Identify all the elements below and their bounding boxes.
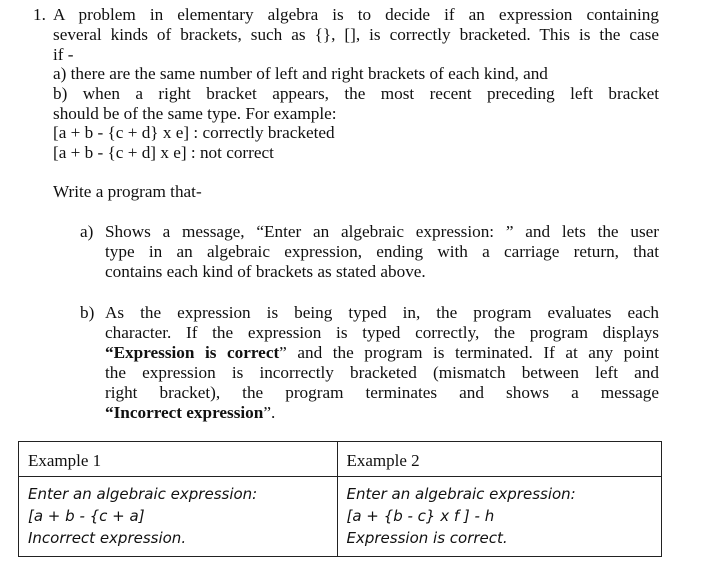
examples-table xyxy=(18,441,662,557)
example-1-output xyxy=(19,477,338,557)
rule-b-line-1: b) when a right bracket appears, the most recent preceding left bracket xyxy=(53,84,659,103)
incorrect-expression-bold: “Incorrect expression xyxy=(105,403,264,422)
intro-line-3: if - xyxy=(53,45,74,64)
part-b-line-6 xyxy=(105,403,275,423)
example-2-output xyxy=(337,477,662,557)
part-b-line-3-rest: ” and the program is terminated. If at any point xyxy=(279,343,660,362)
expression-correct-bold: “Expression is correct xyxy=(105,343,280,362)
rule-a: a) there are the same number of left and right brackets of each kind, and xyxy=(53,64,548,83)
task-intro: Write a program that- xyxy=(53,182,202,201)
table-row xyxy=(19,477,662,557)
table-header-cell xyxy=(19,442,338,477)
part-a-line-3: contains each kind of brackets as stated above. xyxy=(105,262,426,281)
intro-line-1: A problem in elementary algebra is to decide if an expression containing xyxy=(53,5,659,24)
part-a-line-2: type in an algebraic expression, ending with a carriage return, that xyxy=(105,242,659,261)
part-b-line-2: character. If the expression is typed correctly, the program displays xyxy=(105,323,659,342)
example-1-result: Incorrect expression. xyxy=(28,529,187,547)
part-b-line-4: the expression is incorrectly bracketed (mismatch between left and xyxy=(105,363,659,382)
part-b-line-3 xyxy=(105,343,659,363)
example-2-header: Example 2 xyxy=(346,451,420,470)
table-header-row xyxy=(19,442,662,477)
example-incorrect: [a + b - {c + d] x e] : not correct xyxy=(53,143,274,162)
part-a-line-1: Shows a message, “Enter an algebraic expression: ” and lets the user xyxy=(105,222,659,241)
example-2-result: Expression is correct. xyxy=(346,529,508,547)
rule-b-line-2: should be of the same type. For example: xyxy=(53,104,337,123)
part-a-label: a) xyxy=(80,222,94,241)
part-b-line-1: As the expression is being typed in, the program evaluates each xyxy=(105,303,659,322)
example-2-input: [a + {b - c} x f ] - h xyxy=(346,507,495,525)
part-b-label: b) xyxy=(80,303,95,322)
part-b-line-5: right bracket), the program terminates and shows a message xyxy=(105,383,659,402)
example-1-prompt: Enter an algebraic expression: xyxy=(28,485,258,503)
part-b-line-6-rest: ”. xyxy=(263,403,276,422)
example-2-prompt: Enter an algebraic expression: xyxy=(346,485,576,503)
question-number: 1. xyxy=(33,5,46,24)
example-1-header: Example 1 xyxy=(28,451,102,470)
example-correct: [a + b - {c + d} x e] : correctly bracketed xyxy=(53,123,335,142)
example-1-input: [a + b - {c + a] xyxy=(28,507,145,525)
table-header-cell xyxy=(337,442,662,477)
intro-line-2: several kinds of brackets, such as {}, [], is correctly bracketed. This is the case xyxy=(53,25,659,44)
